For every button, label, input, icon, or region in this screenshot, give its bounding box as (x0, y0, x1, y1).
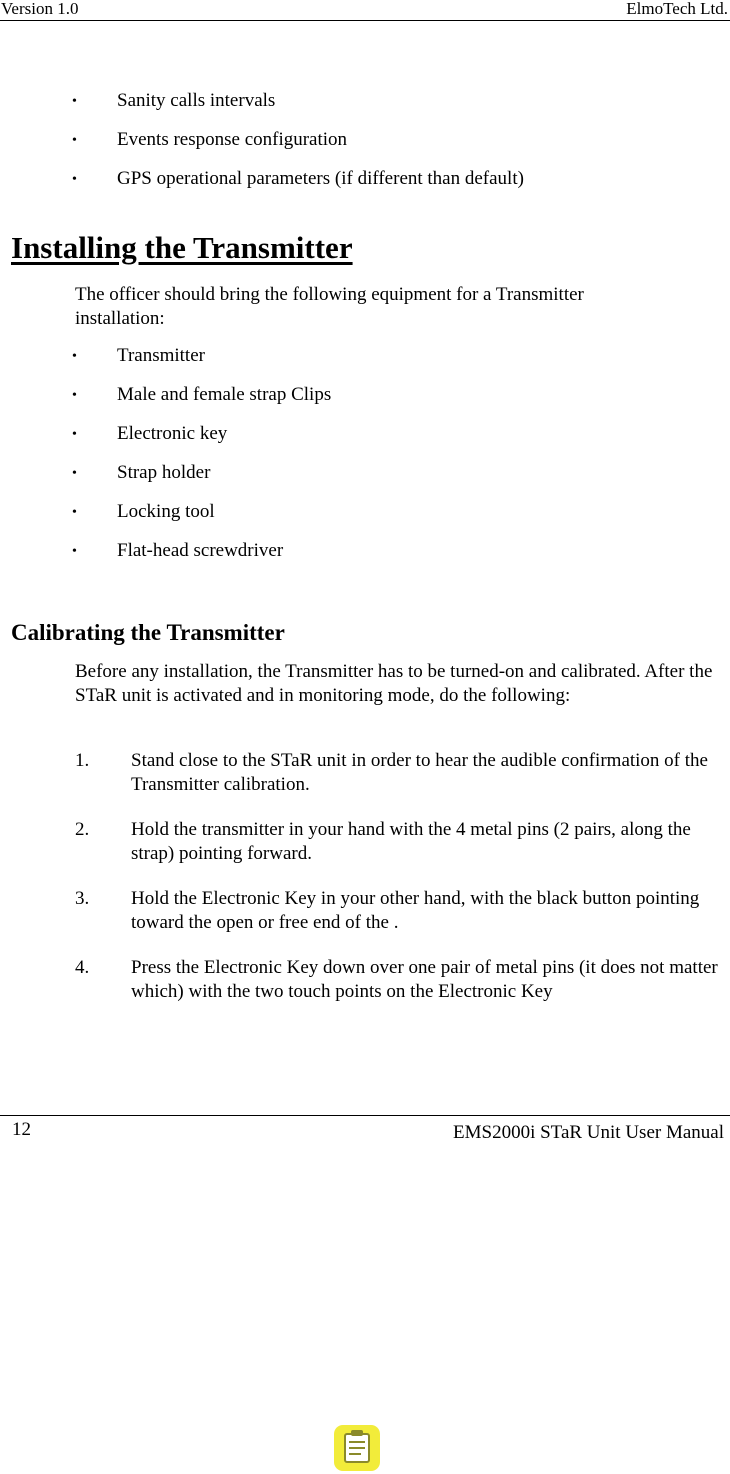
note-icon[interactable] (333, 1424, 381, 1472)
bullet-icon: • (72, 94, 77, 109)
installing-intro: The officer should bring the following equipment for a Transmitter installation: (75, 284, 584, 329)
step-number: 1. (75, 750, 90, 771)
step-text: Hold the transmitter in your hand with the 4 metal pins (2 pairs, along the strap) pointing forward. (131, 819, 691, 864)
bullet-icon: • (72, 544, 77, 559)
section-title-installing: Installing the Transmitter (11, 230, 353, 265)
bullet-icon: • (72, 388, 77, 403)
bullet-icon: • (72, 172, 77, 187)
page-number: 12 (12, 1119, 31, 1140)
section-title-calibrating: Calibrating the Transmitter (11, 620, 285, 645)
step-number: 2. (75, 819, 90, 840)
page-header (0, 0, 730, 21)
header-company: ElmoTech Ltd. (626, 0, 728, 18)
header-version: Version 1.0 (1, 0, 79, 18)
step-text: Stand close to the STaR unit in order to hear the audible confirmation of the Transmitter calibration. (131, 750, 708, 795)
calibrating-intro: Before any installation, the Transmitter has to be turned-on and calibrated. After the STaR unit is activated and in monitoring mode, do the following: (75, 661, 713, 706)
step-number: 3. (75, 888, 90, 909)
manual-title: EMS2000i STaR Unit User Manual (453, 1122, 724, 1143)
bullet-icon: • (72, 505, 77, 520)
bullet-icon: • (72, 466, 77, 481)
bullet-icon: • (72, 349, 77, 364)
bullet-icon: • (72, 133, 77, 148)
bullet-icon: • (72, 427, 77, 442)
step-text: Press the Electronic Key down over one pair of metal pins (it does not matter which) with the two touch points on the Electronic Key (131, 957, 718, 1002)
step-text: Hold the Electronic Key in your other hand, with the black button pointing toward the open or free end of the . (131, 888, 700, 933)
page-footer (0, 1115, 730, 1146)
step-number: 4. (75, 957, 90, 978)
